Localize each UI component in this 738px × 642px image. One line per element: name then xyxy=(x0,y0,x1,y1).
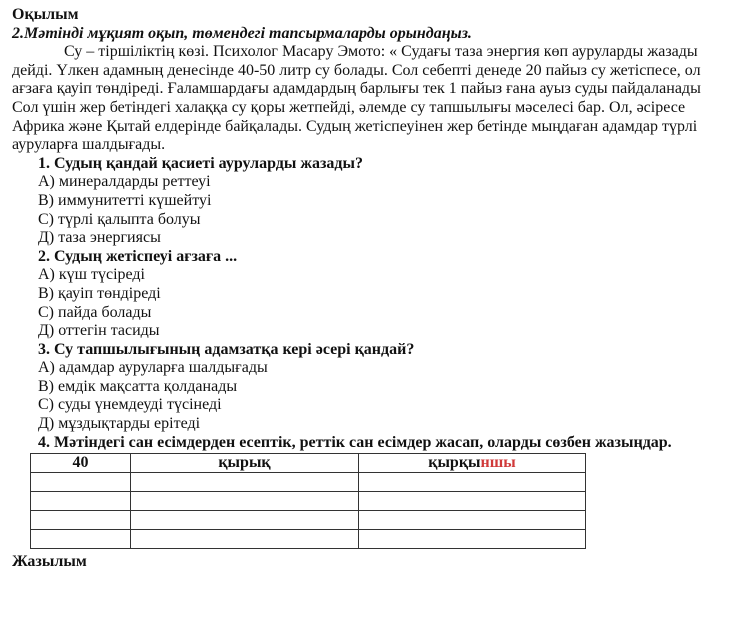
question-1 xyxy=(12,155,738,248)
option: В) емдік мақсатта қолданады xyxy=(38,377,238,395)
question-2 xyxy=(12,248,738,341)
empty-cell[interactable] xyxy=(359,473,586,492)
empty-cell[interactable] xyxy=(31,511,131,530)
empty-cell[interactable] xyxy=(359,511,586,530)
option: В) иммунитетті күшейтуі xyxy=(38,191,212,209)
table-row xyxy=(31,473,586,492)
section-title: Оқылым xyxy=(12,6,79,23)
option: С) пайда болады xyxy=(38,303,152,321)
ordinal-suffix: ншы xyxy=(480,454,516,471)
question-text: 1. Судың қандай қасиеті ауруларды жазады? xyxy=(38,154,363,172)
option: В) қауіп төндіреді xyxy=(38,284,161,302)
ordinal-stem: қырқы xyxy=(428,454,481,471)
passage-line: Су – тіршіліктің көзі. Психолог Масару Эмото: « Судағы таза энергия көп ауруларды жазады xyxy=(64,43,698,61)
table-row xyxy=(31,530,586,549)
option: Д) таза энергиясы xyxy=(38,229,161,247)
empty-cell[interactable] xyxy=(359,492,586,511)
empty-cell[interactable] xyxy=(31,473,131,492)
question-3 xyxy=(12,341,738,434)
option: А) күш түсіреді xyxy=(38,266,145,284)
option: А) адамдар ауруларға шалдығады xyxy=(38,359,268,377)
table-row xyxy=(31,511,586,530)
option: А) минералдарды реттеуі xyxy=(38,173,211,191)
cell-ordinal xyxy=(359,454,586,473)
writing-section-title: Жазылым xyxy=(12,553,87,570)
question-text: 3. Су тапшылығының адамзатқа кері әсері қандай? xyxy=(38,340,415,358)
empty-cell[interactable] xyxy=(359,530,586,549)
reading-passage xyxy=(12,43,738,155)
passage-line: ауруларға шалдығады. xyxy=(12,136,166,154)
empty-cell[interactable] xyxy=(131,473,359,492)
empty-cell[interactable] xyxy=(131,530,359,549)
cell-cardinal: қырық xyxy=(131,454,359,473)
empty-cell[interactable] xyxy=(31,530,131,549)
empty-cell[interactable] xyxy=(131,492,359,511)
option: Д) оттегін тасиды xyxy=(38,322,160,340)
empty-cell[interactable] xyxy=(131,511,359,530)
empty-cell[interactable] xyxy=(31,492,131,511)
question-text: 2. Судың жетіспеуі ағзаға ... xyxy=(38,247,238,265)
cell-number: 40 xyxy=(31,454,131,473)
passage-line: Сол үшін жер бетіндегі халаққа су қоры жетпейді, әлемде су тапшылығы мәселесі бар. Ол, әсіресе xyxy=(12,98,686,116)
passage-line: дейді. Үлкен адамның денесінде 40-50 литр су болады. Сол себепті денеде 20 пайыз су жетіспесе, ол xyxy=(12,61,701,79)
option: С) суды үнемдеуді түсінеді xyxy=(38,396,222,414)
passage-line: Африка және Қытай елдерінде байқалады. Судың жетіспеуінен жер бетінде мыңдаған адамдар түрлі xyxy=(12,117,698,135)
passage-line: ағзаға қауіп төндіреді. Ғаламшардағы адамдардың барлығы тек 1 пайыз ғана ауыз суды пайдаланады xyxy=(12,80,701,98)
table-row xyxy=(31,492,586,511)
numerals-table xyxy=(30,453,586,549)
task-4-text: 4. Мәтіндегі сан есімдерден есептік, реттік сан есімдер жасап, оларды сөзбен жазыңдар. xyxy=(38,433,672,451)
task-title: 2.Мәтінді мұқият оқып, төмендегі тапсырмаларды орындаңыз. xyxy=(12,24,472,42)
table-header-row xyxy=(31,454,586,473)
option: С) түрлі қалыпта болуы xyxy=(38,210,201,228)
option: Д) мұздықтарды ерітеді xyxy=(38,415,201,433)
